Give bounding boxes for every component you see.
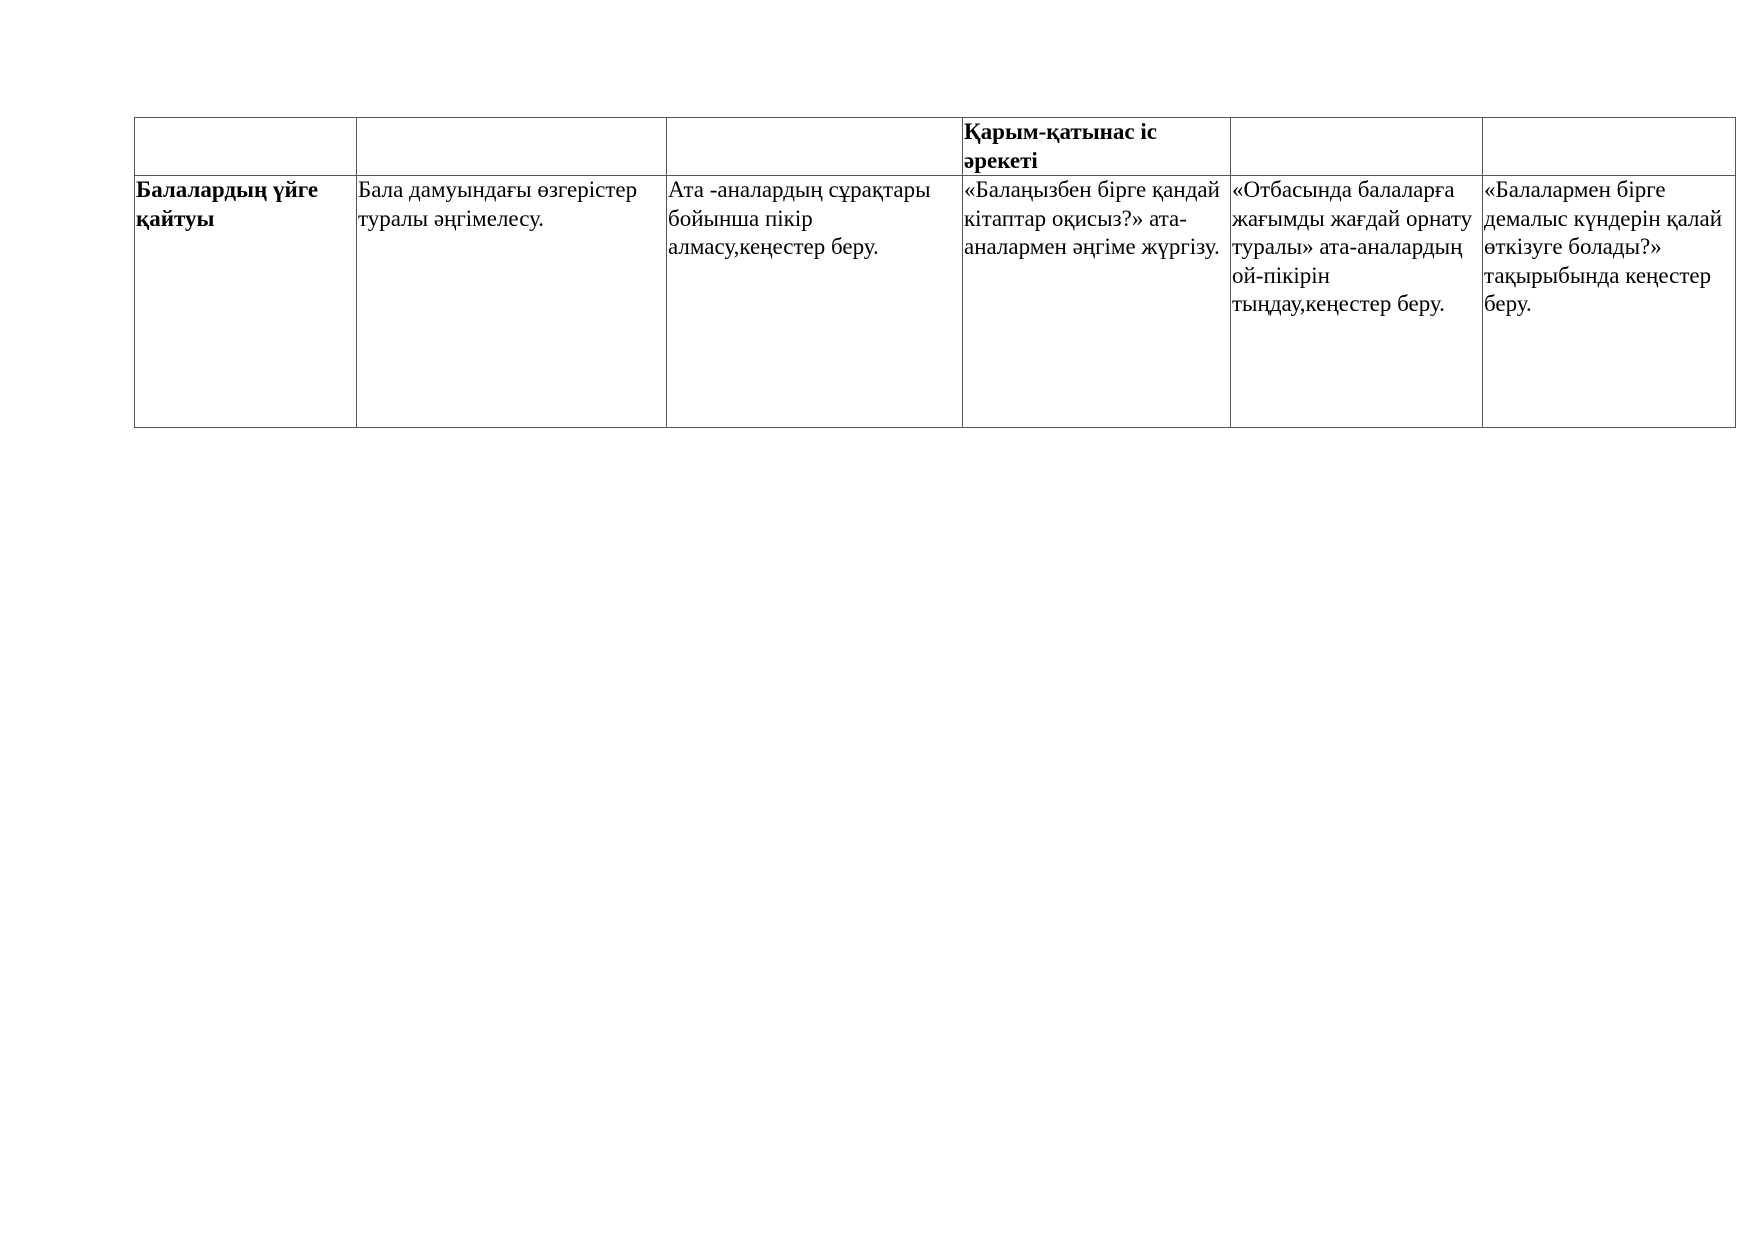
schedule-table — [134, 117, 1736, 428]
table-cell: Бала дамуындағы өзгерістер туралы әңгімелесу. — [357, 176, 667, 428]
activity-heading-cell: Қарым-қатынас іс әрекеті — [963, 118, 1231, 176]
table-cell — [667, 118, 963, 176]
table-cell: «Балаңызбен бірге қандай кітаптар оқисыз?» ата- аналармен әңгіме жүргізу. — [963, 176, 1231, 428]
table-row — [135, 176, 1736, 428]
table-row-header — [135, 118, 1736, 176]
table-cell: «Отбасында балаларға жағымды жағдай орнату туралы» ата-аналардың ой-пікірін тыңдау,кеңестер беру. — [1231, 176, 1483, 428]
table-cell — [357, 118, 667, 176]
row-label-cell: Балалардың үйге қайтуы — [135, 176, 357, 428]
table-cell: Ата -аналардың сұрақтары бойынша пікір алмасу,кеңестер беру. — [667, 176, 963, 428]
table-cell: «Балалармен бірге демалыс күндерін қалай өткізуге болады?» тақырыбында кеңестер беру. — [1483, 176, 1736, 428]
table-cell — [1231, 118, 1483, 176]
table-cell — [135, 118, 357, 176]
table-cell — [1483, 118, 1736, 176]
